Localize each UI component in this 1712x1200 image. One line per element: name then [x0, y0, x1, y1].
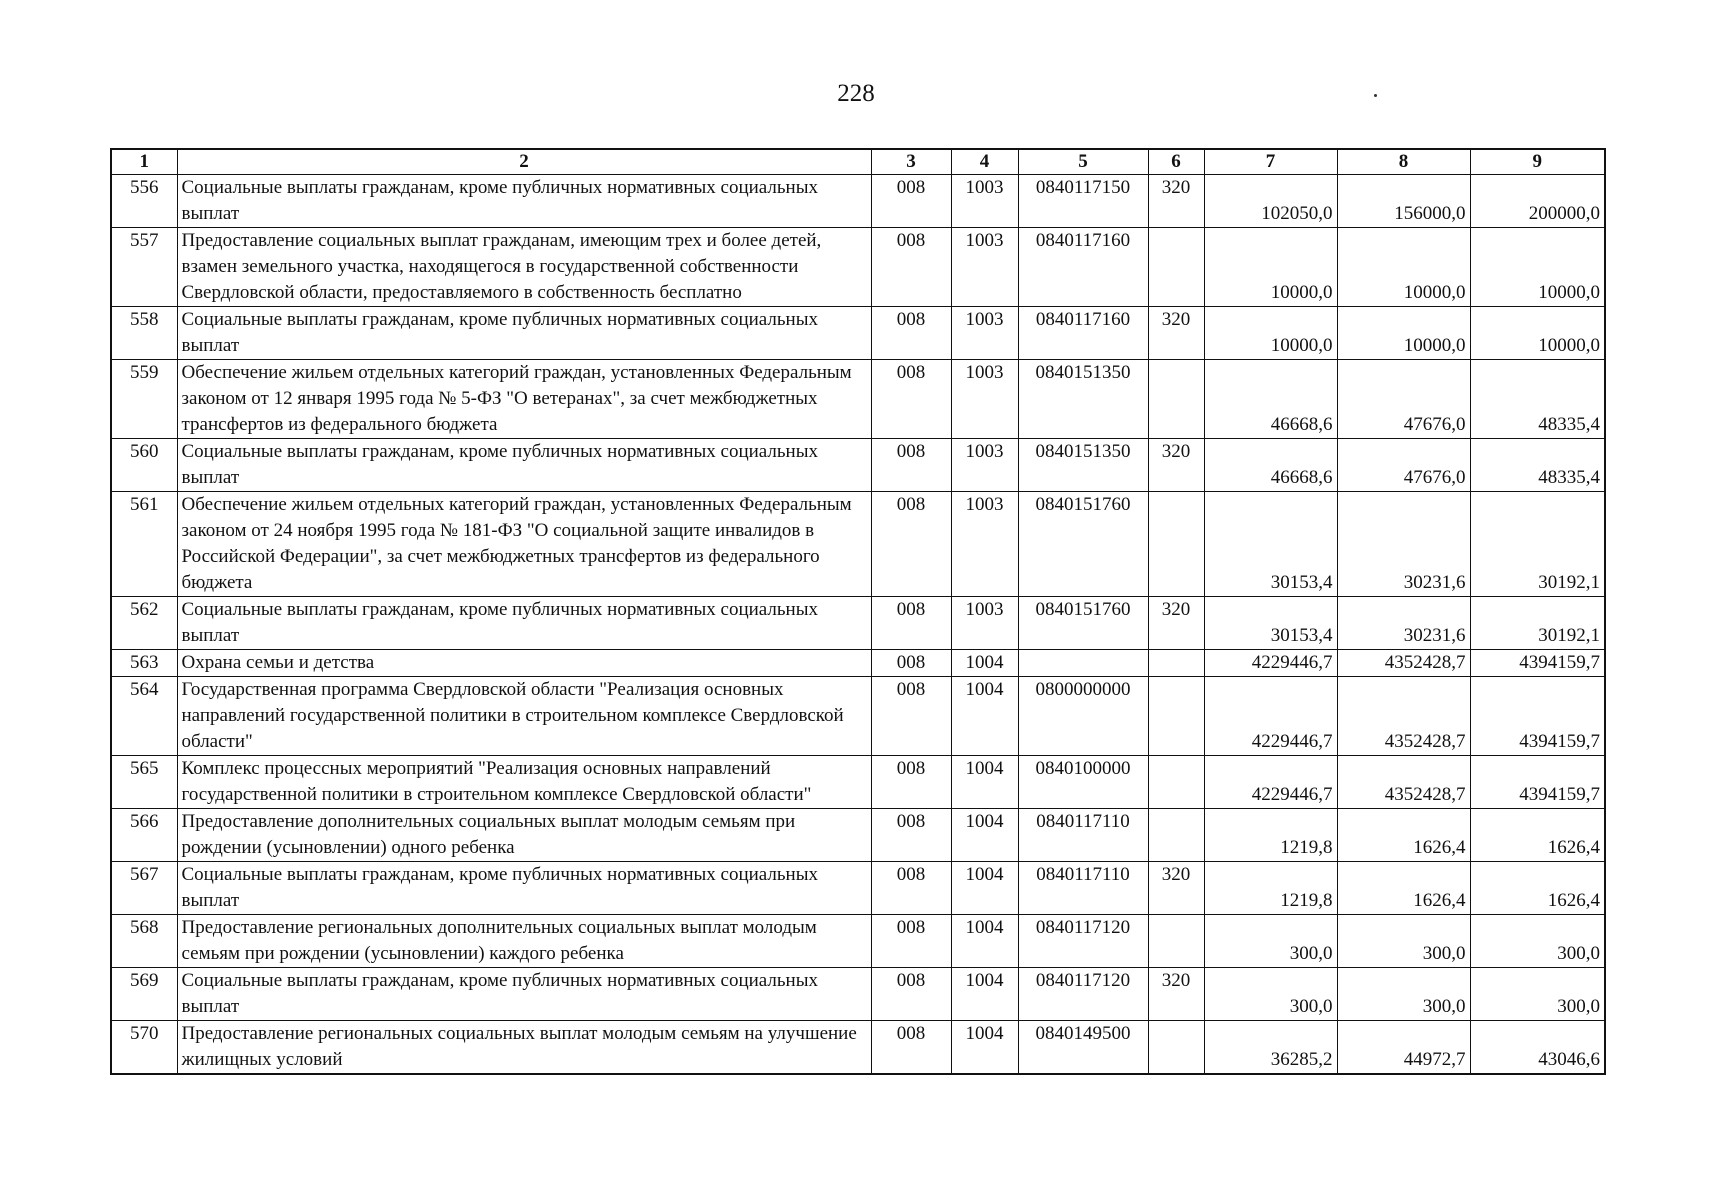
header-cell: 9 [1470, 149, 1605, 175]
ministry-code-cell: 008 [871, 968, 951, 1021]
table-body [111, 175, 1605, 1075]
amount-year3-cell: 1626,4 [1470, 809, 1605, 862]
target-code-cell: 0840117120 [1018, 915, 1148, 968]
amount-year1-cell: 1219,8 [1204, 862, 1337, 915]
budget-table [110, 148, 1606, 1075]
table-row [111, 360, 1605, 439]
amount-year1-cell: 300,0 [1204, 915, 1337, 968]
amount-year3-cell: 200000,0 [1470, 175, 1605, 228]
section-code-cell: 1003 [951, 492, 1018, 597]
item-name-cell: Комплекс процессных мероприятий "Реализация основных направлений государственной политики в строительном комплексе Свердловской области" [177, 756, 871, 809]
item-name-cell: Предоставление региональных дополнительных социальных выплат молодым семьям при рождении (усыновлении) каждого ребенка [177, 915, 871, 968]
ministry-code-cell: 008 [871, 597, 951, 650]
amount-year3-cell: 1626,4 [1470, 862, 1605, 915]
expense-type-cell: 320 [1148, 307, 1204, 360]
row-number-cell: 557 [111, 228, 177, 307]
ministry-code-cell: 008 [871, 1021, 951, 1075]
row-number-cell: 559 [111, 360, 177, 439]
ministry-code-cell: 008 [871, 862, 951, 915]
amount-year1-cell: 4229446,7 [1204, 677, 1337, 756]
target-code-cell: 0840151760 [1018, 492, 1148, 597]
expense-type-cell [1148, 915, 1204, 968]
scan-speck [1374, 94, 1377, 97]
ministry-code-cell: 008 [871, 915, 951, 968]
table-row [111, 968, 1605, 1021]
ministry-code-cell: 008 [871, 677, 951, 756]
amount-year1-cell: 10000,0 [1204, 307, 1337, 360]
item-name-cell: Охрана семьи и детства [177, 650, 871, 677]
section-code-cell: 1003 [951, 597, 1018, 650]
page-number: 228 [837, 80, 875, 107]
amount-year1-cell: 30153,4 [1204, 492, 1337, 597]
amount-year3-cell: 4394159,7 [1470, 756, 1605, 809]
row-number-cell: 561 [111, 492, 177, 597]
section-code-cell: 1004 [951, 968, 1018, 1021]
expense-type-cell [1148, 228, 1204, 307]
row-number-cell: 558 [111, 307, 177, 360]
target-code-cell: 0840151350 [1018, 360, 1148, 439]
ministry-code-cell: 008 [871, 439, 951, 492]
item-name-cell: Обеспечение жильем отдельных категорий граждан, установленных Федеральным законом от 24 ноября 1995 года № 181-ФЗ "О социальной защите инвалидов в Российской Федерации", за счет межбюджетных трансфертов из федерального бюджета [177, 492, 871, 597]
item-name-cell: Социальные выплаты гражданам, кроме публичных нормативных социальных выплат [177, 597, 871, 650]
table-row [111, 677, 1605, 756]
item-name-cell: Социальные выплаты гражданам, кроме публичных нормативных социальных выплат [177, 439, 871, 492]
amount-year1-cell: 1219,8 [1204, 809, 1337, 862]
amount-year2-cell: 4352428,7 [1337, 650, 1470, 677]
expense-type-cell: 320 [1148, 968, 1204, 1021]
amount-year2-cell: 156000,0 [1337, 175, 1470, 228]
amount-year3-cell: 4394159,7 [1470, 677, 1605, 756]
amount-year3-cell: 30192,1 [1470, 597, 1605, 650]
item-name-cell: Обеспечение жильем отдельных категорий граждан, установленных Федеральным законом от 12 января 1995 года № 5-ФЗ "О ветеранах", за счет межбюджетных трансфертов из федерального бюджета [177, 360, 871, 439]
amount-year2-cell: 47676,0 [1337, 439, 1470, 492]
table-row [111, 307, 1605, 360]
row-number-cell: 564 [111, 677, 177, 756]
expense-type-cell [1148, 809, 1204, 862]
amount-year1-cell: 46668,6 [1204, 439, 1337, 492]
expense-type-cell: 320 [1148, 175, 1204, 228]
header-cell: 1 [111, 149, 177, 175]
item-name-cell: Социальные выплаты гражданам, кроме публичных нормативных социальных выплат [177, 968, 871, 1021]
table-row [111, 650, 1605, 677]
row-number-cell: 567 [111, 862, 177, 915]
section-code-cell: 1004 [951, 862, 1018, 915]
table-row [111, 175, 1605, 228]
amount-year2-cell: 300,0 [1337, 915, 1470, 968]
item-name-cell: Предоставление региональных социальных выплат молодым семьям на улучшение жилищных условий [177, 1021, 871, 1075]
header-cell: 6 [1148, 149, 1204, 175]
table-row [111, 492, 1605, 597]
target-code-cell: 0840151760 [1018, 597, 1148, 650]
row-number-cell: 565 [111, 756, 177, 809]
expense-type-cell [1148, 677, 1204, 756]
header-row [111, 149, 1605, 175]
amount-year2-cell: 4352428,7 [1337, 756, 1470, 809]
section-code-cell: 1003 [951, 439, 1018, 492]
table-row [111, 439, 1605, 492]
section-code-cell: 1003 [951, 307, 1018, 360]
item-name-cell: Социальные выплаты гражданам, кроме публичных нормативных социальных выплат [177, 175, 871, 228]
section-code-cell: 1004 [951, 756, 1018, 809]
table-row [111, 915, 1605, 968]
amount-year1-cell: 30153,4 [1204, 597, 1337, 650]
target-code-cell: 0840117160 [1018, 307, 1148, 360]
amount-year1-cell: 102050,0 [1204, 175, 1337, 228]
target-code-cell: 0840117160 [1018, 228, 1148, 307]
amount-year3-cell: 300,0 [1470, 968, 1605, 1021]
expense-type-cell: 320 [1148, 862, 1204, 915]
amount-year2-cell: 300,0 [1337, 968, 1470, 1021]
table-row [111, 756, 1605, 809]
expense-type-cell [1148, 1021, 1204, 1075]
row-number-cell: 568 [111, 915, 177, 968]
header-cell: 8 [1337, 149, 1470, 175]
amount-year2-cell: 1626,4 [1337, 862, 1470, 915]
section-code-cell: 1003 [951, 228, 1018, 307]
amount-year2-cell: 1626,4 [1337, 809, 1470, 862]
table-row [111, 862, 1605, 915]
target-code-cell: 0840117120 [1018, 968, 1148, 1021]
amount-year3-cell: 10000,0 [1470, 228, 1605, 307]
ministry-code-cell: 008 [871, 650, 951, 677]
expense-type-cell: 320 [1148, 439, 1204, 492]
amount-year3-cell: 48335,4 [1470, 439, 1605, 492]
target-code-cell [1018, 650, 1148, 677]
section-code-cell: 1004 [951, 677, 1018, 756]
amount-year1-cell: 10000,0 [1204, 228, 1337, 307]
section-code-cell: 1004 [951, 1021, 1018, 1075]
amount-year2-cell: 4352428,7 [1337, 677, 1470, 756]
amount-year2-cell: 47676,0 [1337, 360, 1470, 439]
amount-year3-cell: 4394159,7 [1470, 650, 1605, 677]
amount-year2-cell: 44972,7 [1337, 1021, 1470, 1075]
target-code-cell: 0840151350 [1018, 439, 1148, 492]
header-cell: 2 [177, 149, 871, 175]
header-cell: 3 [871, 149, 951, 175]
target-code-cell: 0840117110 [1018, 862, 1148, 915]
ministry-code-cell: 008 [871, 492, 951, 597]
section-code-cell: 1003 [951, 360, 1018, 439]
expense-type-cell [1148, 756, 1204, 809]
amount-year2-cell: 10000,0 [1337, 307, 1470, 360]
amount-year2-cell: 10000,0 [1337, 228, 1470, 307]
amount-year2-cell: 30231,6 [1337, 597, 1470, 650]
expense-type-cell [1148, 492, 1204, 597]
target-code-cell: 0840117150 [1018, 175, 1148, 228]
row-number-cell: 562 [111, 597, 177, 650]
expense-type-cell [1148, 360, 1204, 439]
ministry-code-cell: 008 [871, 756, 951, 809]
header-cell: 4 [951, 149, 1018, 175]
ministry-code-cell: 008 [871, 307, 951, 360]
item-name-cell: Социальные выплаты гражданам, кроме публичных нормативных социальных выплат [177, 862, 871, 915]
section-code-cell: 1003 [951, 175, 1018, 228]
amount-year2-cell: 30231,6 [1337, 492, 1470, 597]
amount-year1-cell: 46668,6 [1204, 360, 1337, 439]
item-name-cell: Предоставление социальных выплат гражданам, имеющим трех и более детей, взамен земельного участка, находящегося в государственной собственности Свердловской области, предоставляемого в собственность бесплатно [177, 228, 871, 307]
row-number-cell: 563 [111, 650, 177, 677]
table-row [111, 809, 1605, 862]
amount-year3-cell: 43046,6 [1470, 1021, 1605, 1075]
amount-year1-cell: 4229446,7 [1204, 756, 1337, 809]
table-row [111, 228, 1605, 307]
target-code-cell: 0840100000 [1018, 756, 1148, 809]
amount-year3-cell: 30192,1 [1470, 492, 1605, 597]
amount-year3-cell: 10000,0 [1470, 307, 1605, 360]
target-code-cell: 0840149500 [1018, 1021, 1148, 1075]
row-number-cell: 556 [111, 175, 177, 228]
ministry-code-cell: 008 [871, 175, 951, 228]
row-number-cell: 566 [111, 809, 177, 862]
amount-year1-cell: 36285,2 [1204, 1021, 1337, 1075]
row-number-cell: 569 [111, 968, 177, 1021]
table-row [111, 597, 1605, 650]
amount-year1-cell: 300,0 [1204, 968, 1337, 1021]
ministry-code-cell: 008 [871, 360, 951, 439]
amount-year3-cell: 300,0 [1470, 915, 1605, 968]
header-cell: 7 [1204, 149, 1337, 175]
header-cell: 5 [1018, 149, 1148, 175]
target-code-cell: 0800000000 [1018, 677, 1148, 756]
item-name-cell: Государственная программа Свердловской области "Реализация основных направлений государственной политики в строительном комплексе Свердловской области" [177, 677, 871, 756]
section-code-cell: 1004 [951, 809, 1018, 862]
table-row [111, 1021, 1605, 1075]
section-code-cell: 1004 [951, 650, 1018, 677]
item-name-cell: Социальные выплаты гражданам, кроме публичных нормативных социальных выплат [177, 307, 871, 360]
expense-type-cell: 320 [1148, 597, 1204, 650]
ministry-code-cell: 008 [871, 228, 951, 307]
amount-year1-cell: 4229446,7 [1204, 650, 1337, 677]
item-name-cell: Предоставление дополнительных социальных выплат молодым семьям при рождении (усыновлении) одного ребенка [177, 809, 871, 862]
row-number-cell: 560 [111, 439, 177, 492]
target-code-cell: 0840117110 [1018, 809, 1148, 862]
expense-type-cell [1148, 650, 1204, 677]
row-number-cell: 570 [111, 1021, 177, 1075]
ministry-code-cell: 008 [871, 809, 951, 862]
amount-year3-cell: 48335,4 [1470, 360, 1605, 439]
section-code-cell: 1004 [951, 915, 1018, 968]
